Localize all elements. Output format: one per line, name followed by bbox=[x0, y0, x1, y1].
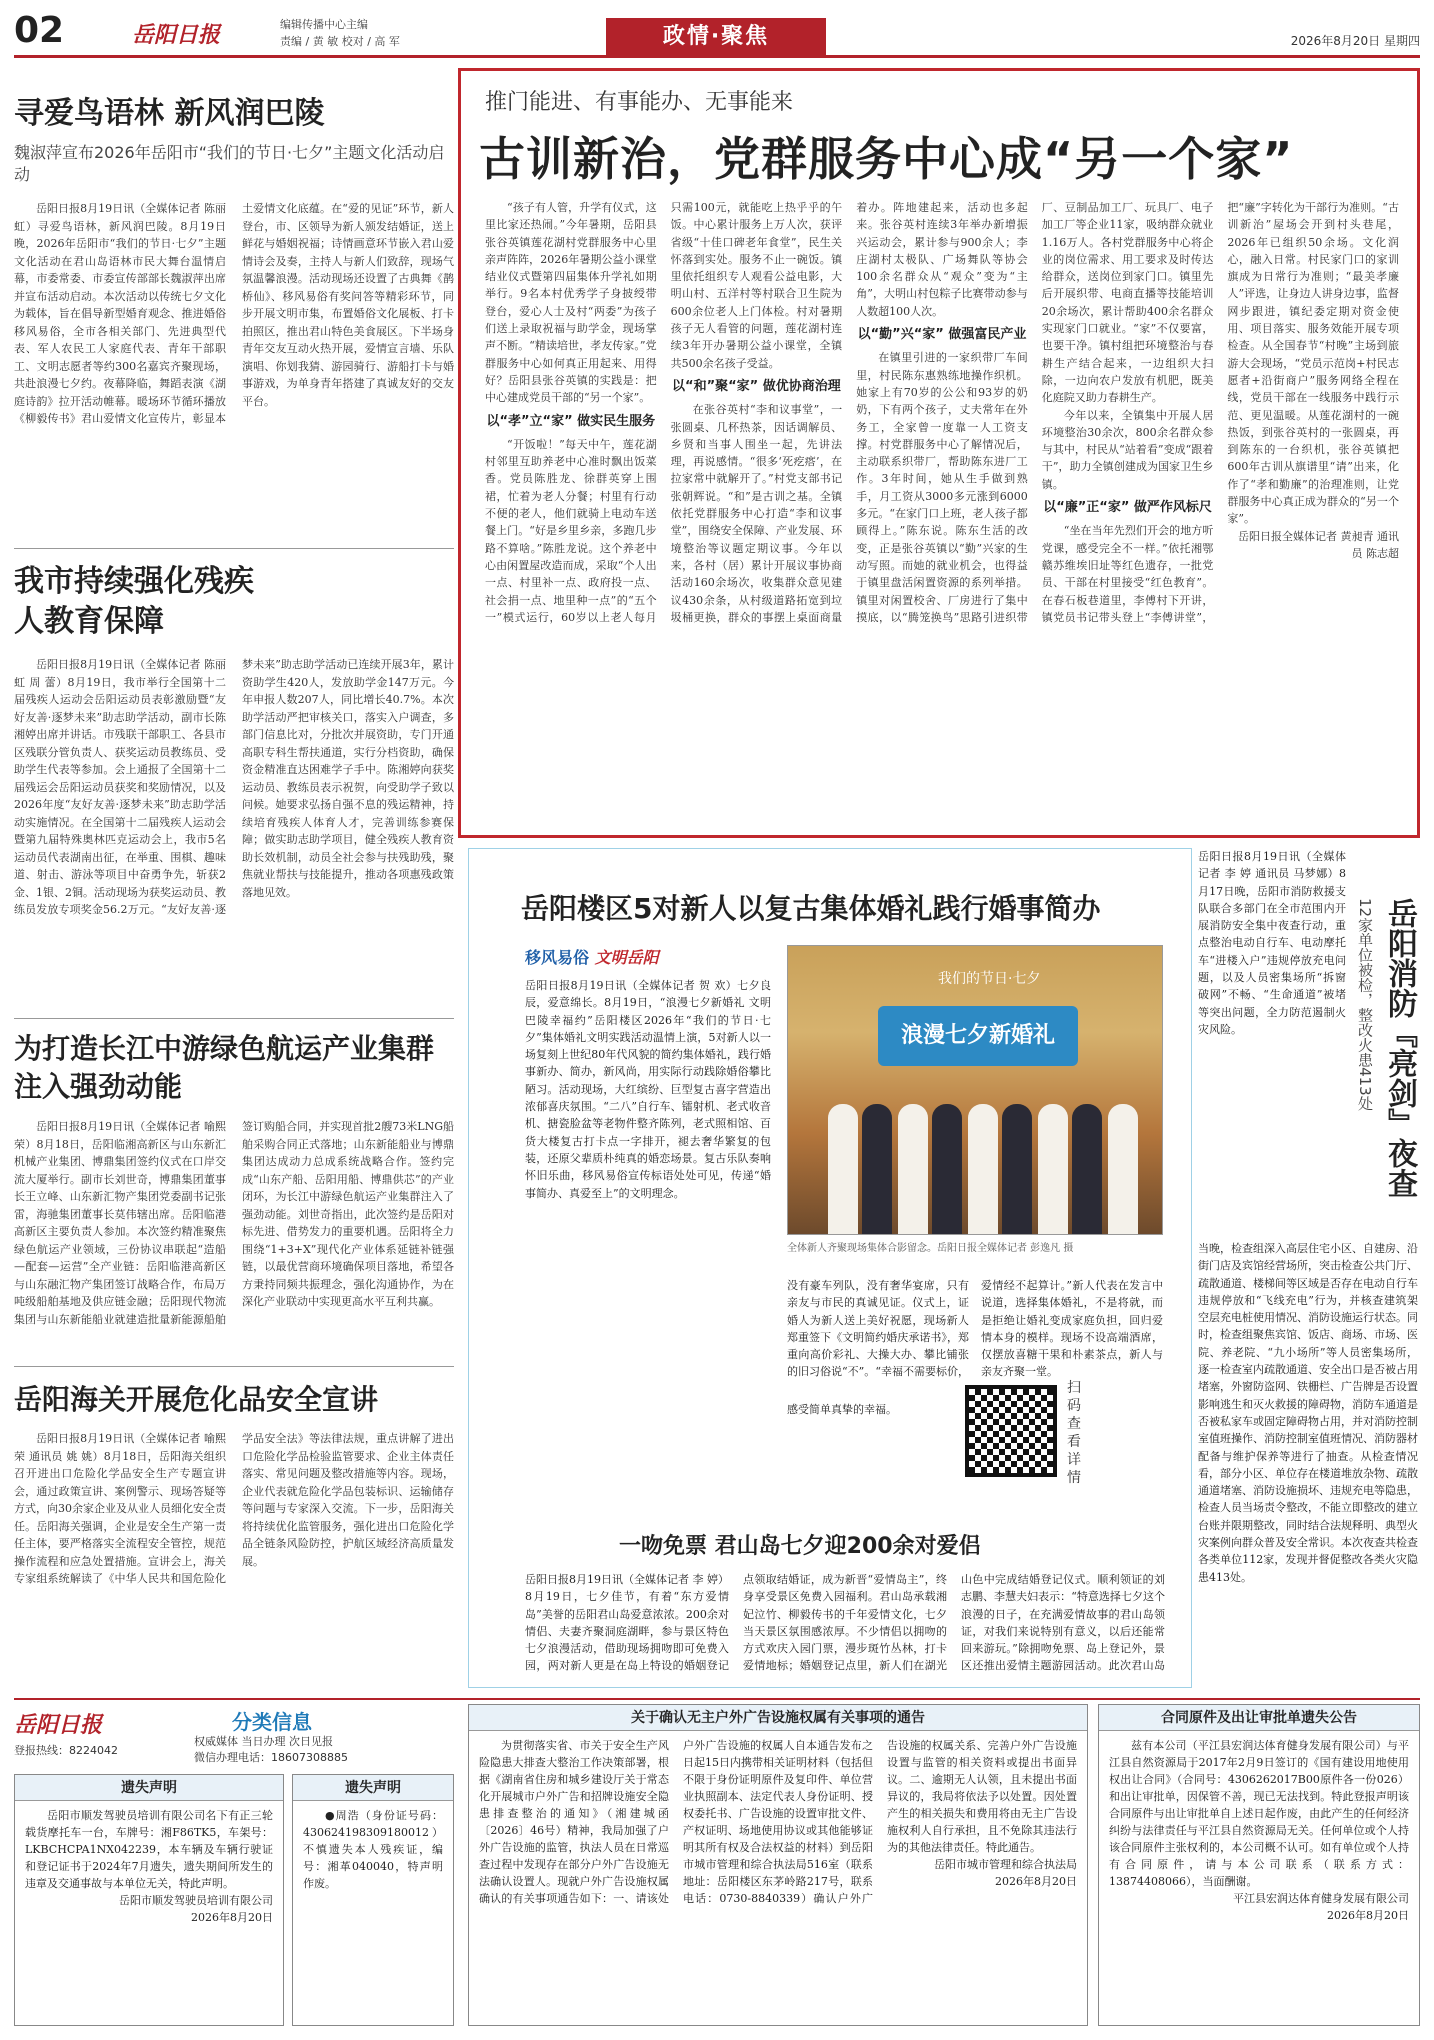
article-title: 我市持续强化残疾人教育保障 bbox=[14, 564, 254, 639]
notice-contract bbox=[1098, 1704, 1420, 2026]
classifieds-band bbox=[14, 1698, 1420, 2030]
article-qixi bbox=[14, 88, 454, 536]
article-customs bbox=[14, 1378, 454, 1686]
ad-info: 权威媒体 当日办理 次日见报 微信办理电话：18607308885 bbox=[194, 1735, 348, 1764]
paper-logo: 岳阳日报 bbox=[14, 1712, 103, 1738]
lead-subheading: 以“勤”兴“家” 做强富民产业 bbox=[857, 327, 1027, 343]
groom-figure bbox=[862, 1104, 892, 1234]
divider bbox=[14, 548, 454, 549]
notice-lost-1 bbox=[14, 1774, 284, 2026]
lead-title: 古训新治，党群服务中心成“另一个家” bbox=[479, 132, 1294, 186]
groom-figure bbox=[1002, 1104, 1032, 1234]
article-body: 岳阳日报8月19日讯（全媒体记者 李 婷 通讯员 马梦娜）8月17日晚，岳阳市消防救援支队联合多部门在全市范围内开展消防安全集中夜查行动，重点整治电动自行车、电动摩托车“进楼入户”违规停放充电问题，以及人员密集场所“拆窗破网”不畅、“生命通道”被堵等突出问题，全力防范遏制火灾风险。 bbox=[1198, 850, 1346, 1036]
notice-ads bbox=[468, 1704, 1088, 2026]
article-title: 岳阳海关开展危化品安全宣讲 bbox=[14, 1383, 379, 1416]
section-label: 政情·聚焦 bbox=[606, 18, 826, 56]
article-body: 岳阳日报8月19日讯（全媒体记者 陈丽虹 周 蕾）8月19日，我市举行全国第十二届残疾人运动会岳阳运动员表彰激励暨“友好友善·逐梦未来”助志助学活动，副市长陈湘婷出席并讲话。市残联干部职工、各县市区残联分管负责人、获奖运动员教练员、受助学生代表等参加。会上通报了全国第十二届残运会岳阳运动员获奖和奖励情况，以及2026年度“友好友善·逐梦未来”助志助学活动实施情况。在全国第十二届残疾人运动会暨第九届特殊奥林匹克运动会上，我市5名运动员代表湖南出征，在举重、围棋、趣味道、射击、游泳等项目中奋勇争先，斩获2金、1银、2铜。活动现场为获奖运动员、教练员发放专项奖金56.2万元。“友好友善·逐梦未来”助志助学活动已连续开展3年，累计资助学生420人，发放助学金147万元。今年申报人数207人，同比增长40.7%。本次助学活动严把审核关口，落实入户调查，多部门信息比对，分批次并展资助，专门开通高职专科生帮扶通道，实行分档资助，确保资金精准直达困难学子手中。陈湘婷向获奖运动员、教练员表示祝贺，向受助学子致以问候。她要求弘扬自强不息的残运精神，持续培育残疾人体育人才，完善训练参赛保障；做实助志助学项目，健全残疾人教育资助长效机制，动员全社会参与扶残助残，聚焦就业帮扶与技能提升，推动各项惠残政策落地见效。 bbox=[14, 658, 454, 916]
groom-figure bbox=[1072, 1104, 1102, 1234]
article-body: 岳阳日报8月19日讯（全媒体记者 陈丽虹）寻爱鸟语林，新风润巴陵。8月19日晚，2026年岳阳市“我们的节日·七夕”主题文化活动在君山岛语林市民大舞台温情启幕，市委常委、市委宣传部部长魏淑萍出席并宣布活动启动。本次活动以传统七夕文化为载体，旨在倡导新型婚育观念、推进婚俗移风易俗，全市各相关部门、先进典型代表、军人农民工人家庭代表、青年干部职工、文明志愿者等约300名嘉宾齐聚现场，共赴浪漫七夕约。夜幕降临，舞蹈表演《湖庭诗韵》拉开活动帷幕。暖场环节循环播放《柳毅传书》君山爱情文化宣传片，彰显本土爱情文化底蕴。在“爱的见证”环节，新人登台，市、区领导为新人颁发结婚证，送上鲜花与婚姻祝福；诗情画意环节嵌入君山爱情诗会及奏，主持人与新人们致辞，现场气氛温馨浪漫。活动现场还设置了古典舞《鹊桥仙》、移风易俗有奖问答等精彩环节，同步开展文明市集，布置婚俗文化展板、打卡拍照区，推出君山特色美食展区。下半场身青年交友互动火热开展，爱情宣言墙、乐队演唱、你划我猜、游园骑行、游船打卡与婚事游戏，为单身青年搭建了真诚友好的交友平台。 bbox=[14, 202, 454, 425]
photo-banner-top: 我们的节日·七夕 bbox=[938, 971, 1041, 987]
article-shipping bbox=[14, 1030, 454, 1374]
feature-body: 感受简单真挚的幸福。 bbox=[787, 1403, 897, 1416]
lead-subheading: 以“和”聚“家” 做优协商治理 bbox=[672, 378, 841, 394]
notice-title: 合同原件及出让审批单遗失公告 bbox=[1099, 1705, 1419, 1731]
bride-figure bbox=[1108, 1104, 1138, 1234]
lead-body: “孩子有人管，升学有仪式，这里比家还热闹。”今年暑期，岳阳县张谷英镇莲花湖村党群服务中心里亲声阵阵，2026年暑期公益小课堂结业仪式暨第四届集体升学礼如期举行。9名本村优秀学子身披绶带登台，爱心人士及村“两委”为孩子们送上录取祝福与助学金，现场掌声不断。“精读培世，孝友传家。”党群服务中心如何真正用起来、用得好？岳阳县张谷英镇的实践是：把中心建成党员干部的“另一个家”。 以“孝”立“家” 做实民生服务 “开饭啦！”每天中午，莲花湖村邻里互助养老中心准时飘出饭菜香。党员陈胜龙、徐群英穿上围裙，忙着为老人分餐；村里有行动不便的老人，他们就骑上电动车送餐上门。“好是乡里乡亲，多跑几步路不算啥。”陈胜龙说。这个养老中心由闲置屋改造而成，采取“个人出一点、村里补一点、政府投一点、社会捐一点、地里种一点”的“五个一”模式运行，60岁以上老人每月只需100元，就能吃上热乎乎的午饭。中心累计服务上万人次，获评省级“十佳口碑老年食堂”，民生关怀落到实处。服务不止一碗饭。镇里依托组织专人观看公益电影，大明山村、五洋村等村联合卫生院为600余位老人上门体检。村对暑期孩子无人看管的问题，莲花湖村连续3年开办暑期公益小课堂，全镇共500余名孩子受益。 以“和”聚“家” 做优协商治理 在张谷英村“李和议事堂”，一张圆桌、几杯热茶，因话调解员、乡贤和当事人围坐一起，先讲法理，再说感情。“很多‘死疙瘩’，在拉家常中就解开了。”村党支部书记张朝辉说。“和”是古训之基。全镇依托党群服务中心打造“李和议事堂”，围绕安全保障、产业发展、环境整治等议题定期议事。今年以来，各村（居）累计开展议事协商活动160余场次，收集群众意见建议430余条，从村级道路拓宽到垃圾桶更换，群众的事摆上桌面商量着办。阵地建起来，活动也多起来。张谷英村连续3年举办新增振兴运动会，累计参与900余人；李庄湖村太极队、广场舞队等协会100余名群众从“观众”变为“主角”，大明山村包粽子比赛带动参与人数超100人次。 以“勤”兴“家” 做强富民产业 在镇里引进的一家织带厂车间里，村民陈东惠熟练地操作织机。她家上有70岁的公公和93岁的奶奶，下有两个孩子，丈夫常年在外务工，全家曾一度靠一人工资支撑。村党群服务中心了解情况后，主动联系织带厂，帮助陈东进厂工作。3年时间，她从生手做到熟手，月工资从3000多元涨到6000多元。“在家门口上班，老人孩子都顾得上。”陈东说。陈东生活的改变，正是张谷英镇以“勤”兴家的生动写照。而她的就业机会，也得益于镇里盘活闲置资源的系列举措。镇里对闲置校舍、厂房进行了集中摸底，以“腾笼换鸟”思路引进织带厂、豆制品加工厂、玩具厂、电子加工厂等企业11家，吸纳群众就业1.16万人。各村党群服务中心将企业的岗位需求、用工要求及时传达给群众，送岗位到家门口。镇里先后开展织带、电商直播等技能培训20余场次，累计帮助400余名群众实现家门口就业。“家”不仅要富，也要干净。镇村组把环境整治与春耕生产结合起来，一边组织大扫除，一边向农户发放有机肥，既美化庭院又助力春耕生产。 今年以来，全镇集中开展人居环境整治30余次，800余名群众参与其中，村民从“站着看”变成“跟着干”，助力全镇创建成为国家卫生乡镇。 以“廉”正“家” 做严作风标尺 “坐在当年先烈们开会的地方听党课，感受完全不一样。”依托湘鄂赣苏维埃旧址等红色遗存，一批党员、干部在村里接受“红色教育”。在春石板巷道里，李傅村下开讲，镇党员书记带头登上“李傅讲堂”，把“廉”字转化为干部行为准则。“古训新治”屋场会开到村头巷尾，2026年已组织50余场。文化润心，融入日常。村民家门口的家训旗成为日常行为准则；“最美孝廉人”评选，让身边人讲身边事，监督网步跟进，镇纪委定期对资金使用、项目落实、服务效能开展专项检查。从全国春节“村晚”主场到旅游大会现场，“党员示范岗+村民志愿者+沿街商户”服务网络全程在线，党员干部在一线服务中践行示范、更见温暖。从莲花湖村的一碗热饭，到张谷英村的一张圆桌，再到陈东的一台织机，张谷英镇把600年古训从旗谱里“请”出来，化作了“孝和勤廉”的治理准则，让党群服务中心真正成为群众的“另一个家”。 岳阳日报全媒体记者 黄昶青 通讯员 陈志超 bbox=[485, 201, 1399, 624]
page-header bbox=[14, 10, 1420, 58]
article-fire bbox=[1198, 848, 1420, 1688]
bride-figure bbox=[898, 1104, 928, 1234]
notice-lost-2 bbox=[292, 1774, 454, 2026]
notice-title: 遗失声明 bbox=[293, 1775, 453, 1801]
notice-body: 兹有本公司（平江县宏润达体育健身发展有限公司）与平江县自然资源局于2017年2月9日签订的《国有建设用地使用权出让合同》（合同号：4306262017B00原件各一份026）和出让审批单，因保管不善，现已无法找到。特此登报声明该合同原件与出让审批单自上述日起作废，由此产生的任何经济纠纷与法律责任与平江县自然资源局无关。任何单位或个人持该合同原件主张权利的，本公司概不认可。如有单位或个人持有合同原件，请与本公司联系（联系方式：13874408066），当面酬谢。 平江县宏润达体育健身发展有限公司 2026年8月20日 bbox=[1109, 1739, 1409, 1922]
photo-caption: 全体新人齐聚现场集体合影留念。岳阳日报全媒体记者 彭逸凡 摄 bbox=[787, 1243, 1074, 1254]
qr-code[interactable] bbox=[965, 1385, 1057, 1477]
groom-figure bbox=[932, 1104, 962, 1234]
ad-hotline: 登报热线：8224042 bbox=[14, 1744, 118, 1757]
feature-body: 没有豪车列队，没有奢华宴席，只有亲友与市民的真诚见证。仪式上，证婚人为新人送上美好祝愿，现场新人郑重签下《文明简约婚庆承诺书》，郑重向高价彩礼、大操大办、攀比铺张的旧习俗说“不”。“幸福不需要标价，爱情经不起算计。”新人代表在发言中说道，选择集体婚礼，不是将就，而是拒绝让婚礼变成家庭负担，回归爱情本身的模样。现场不设高端酒席，仅摆放喜糖干果和朴素茶点，新人与亲友齐聚一堂。 bbox=[787, 1279, 1163, 1379]
feature-title: 岳阳楼区5对新人以复古集体婚礼践行婚事简办 bbox=[521, 892, 1101, 925]
article-body: 当晚，检查组深入高层住宅小区、自建房、沿街门店及宾馆经营场所，突击检查公共门厅、疏散通道、楼梯间等区域是否存在电动自行车违规停放和“飞线充电”行为，并核查建筑架空层充电桩使用情况、消防设施运行状态。同时，检查组聚焦宾馆、饭店、商场、市场、医院、养老院、“九小场所”等人员密集场所，逐一检查室内疏散通道、安全出口是否被占用堵塞，外窗防盗网、铁栅栏、广告牌是否设置影响逃生和灭火救援的障碍物，消防车通道是否被私家车或固定障碍物占用，并对消防控制室值班操作、消防控制室值班情况、消防器材配备与维护保养等进行了抽查。从检查情况看，部分小区、单位存在楼道堆放杂物、疏散通道堵塞、消防设施损坏、违规充电等隐患，检查人员当场责令整改，不能立即整改的建立台账并限期整改，同时结合法规释明、典型火灾案例向群众普及安全常识。本次夜查共检查各类单位112家，发现并督促整改各类火灾隐患413处。 bbox=[1198, 1242, 1418, 1584]
divider bbox=[14, 1366, 454, 1367]
article-subtitle: 魏淑萍宣布2026年岳阳市“我们的节日·七夕”主题文化活动启动 bbox=[14, 143, 445, 184]
notice-body: 为贯彻落实省、市关于安全生产风险隐患大排查大整治工作决策部署，根据《湖南省住房和城乡建设厅关于常态化开展城市户外广告和招牌设施安全隐患排查整治的通知》（湘建城函〔2026〕46号）精神，我局加强了户外广告设施的监管，执法人员在日常巡查过程中发现存在部分户外广告设施无法确认设置人。现就户外广告设施权属确认的有关事项通告如下：一、请该处户外广告设施的权属人自本通告发布之日起15日内携带相关证明材料（包括但不限于身份证明原件及复印件、单位营业执照副本、法定代表人身份证明、授权委托书、广告设施的设置审批文件、产权证明、场地使用协议或其他能够证明其所有权及合法权益的材料）到岳阳市城市管理和综合执法局516室（联系地址：岳阳楼区东茅岭路217号，联系电话：0730-8840339）确认户外广告设施的权属关系、完善户外广告设施设置与监管的相关资料或提出书面异议。二、逾期无人认领，且未提出书面异议的，我局将依法予以处置。因处置产生的相关损失和费用将由无主广告设施权利人自行承担，且不免除其违法行为的其他法律责任。特此通告。 岳阳市城市管理和综合执法局 2026年8月20日 bbox=[479, 1739, 1077, 1905]
lead-kicker: 推门能进、有事能办、无事能来 bbox=[485, 90, 794, 115]
lead-article bbox=[458, 68, 1420, 838]
page-number: 02 bbox=[14, 10, 65, 51]
article-subtitle: 12家单位被检，整改火患413处 bbox=[1356, 898, 1374, 1111]
editor-credits: 编辑传播中心主编 责编 / 黄 敏 校对 / 高 军 bbox=[280, 18, 400, 48]
feature-wedding bbox=[468, 848, 1192, 1688]
article-title: 为打造长江中游绿色航运产业集群注入强劲动能 bbox=[14, 1032, 435, 1103]
qr-label: 扫码查看详情 bbox=[1067, 1380, 1081, 1486]
bride-figure bbox=[968, 1104, 998, 1234]
article-disability bbox=[14, 562, 454, 978]
classifieds-header bbox=[14, 1704, 454, 1768]
article-title: 一吻免票 君山岛七夕迎200余对爱侣 bbox=[619, 1534, 981, 1559]
article-title: 寻爱鸟语林 新风润巴陵 bbox=[14, 96, 325, 131]
article-body: 岳阳日报8月19日讯（全媒体记者 李 婷）8月19日，七夕佳节，有着“东方爱情岛”美誉的岳阳君山岛爱意浓浓。200余对情侣、夫妻齐聚洞庭湖畔，参与景区特色七夕浪漫活动，借助现场拥吻即可免费入园，两对新人更是在岛上特设的婚姻登记点领取结婚证，成为新晋“爱情岛主”，终身享受景区免费入园福利。君山岛承载湘妃泣竹、柳毅传书的千年爱情文化，七夕当天景区氛围感浓厚。不少情侣以拥吻的方式欢庆入园门票，漫步斑竹丛林，打卡爱情地标；婚姻登记点里，新人们在湖光山色中完成结婚登记仪式。顺利领证的刘志鹏、李慧夫妇表示：“特意选择七夕这个浪漫的日子，在充满爱情故事的君山岛领证，对我们来说特别有意义，以后还能常回来游玩。”除拥吻免票、岛上登记外，景区还推出爱情主题游园活动。此次君山岛 bbox=[525, 1573, 1165, 1673]
bride-figure bbox=[828, 1104, 858, 1234]
notice-body: 岳阳市顺发驾驶员培训有限公司名下有正三轮载货摩托车一台，车牌号：湘F86TK5，车架号：LKBCHCPA1NX042239，本车辆及车辆行驶证和登记证书于2024年7月遗失，遗失期间所发生的违章及交通事故与本单位无关，特此声明。 岳阳市顺发驾驶员培训有限公司 2026年8月20日 bbox=[25, 1809, 273, 1924]
notice-body: ●周浩（身份证号码：430624198309180012）不慎遗失本人残疾证，编号：湘革040040，特声明作废。 bbox=[303, 1809, 443, 1890]
paper-logo: 岳阳日报 bbox=[132, 22, 221, 48]
article-title: 岳阳消防『亮剑』夜查 bbox=[1382, 898, 1417, 1198]
notice-title: 遗失声明 bbox=[15, 1775, 283, 1801]
bride-figure bbox=[1038, 1104, 1068, 1234]
wedding-photo bbox=[787, 945, 1163, 1235]
campaign-brand: 移风易俗 文明岳阳 bbox=[525, 948, 659, 967]
article-body: 岳阳日报8月19日讯（全媒体记者 喻熙荣）8月18日，岳阳临湘高新区与山东新汇机械产业集团、博鼎集团签约仪式在口岸交流大厦举行。副市长刘世奇，博鼎集团董事长王立峰、山东新汇物产集团党委副书记张雷，海驰集团董事长莫伟辖出席。岳阳临港高新区主要负责人参加。本次签约精准聚焦绿色航运产业领域，三份协议串联起“造船—配套—运营”全产业链：岳阳临港高新区与山东融汇物产集团签订战略合作，布局万吨级船舶基地及供应链金融；岳阳现代物流集团与山东新能船业就建造批量新能源船舶签订购船合同，并实现首批2艘73米LNG船舶采购合同正式落地；山东新能船业与博鼎集团达成动力总成系统战略合作。签约完成“山东产船、岳阳用船、博鼎供芯”的产业闭环，为长江中游绿色航运产业集群注入了强劲动能。刘世奇指出，此次签约是岳阳对标先进、借势发力的重要机遇。岳阳将全力围绕“1+3+X”现代化产业体系延链补链强链，以最优营商环境确保项目落地，希望各方秉持同频共振理念，强化沟通协作，为在深化产业联动中实现更高水平互利共赢。 bbox=[14, 1120, 454, 1326]
divider bbox=[14, 1018, 454, 1019]
lead-subheading: 以“孝”立“家” 做实民生服务 bbox=[486, 413, 656, 429]
article-body: 岳阳日报8月19日讯（全媒体记者 喻熙荣 通讯员 姚 姚）8月18日，岳阳海关组织召开进出口危险化学品安全生产专题宣讲会，通过政策宣讲、案例警示、现场答疑等方式，向30余家企业及从业人员细化安全责任。岳阳海关强调，企业是安全生产第一责任主体，要严格落实全流程安全管控，规范操作流程和应急处置措施。宣讲会上，海关专家组系统解读了《中华人民共和国危险化学品安全法》等法律法规，重点讲解了进出口危险化学品检验监管要求、企业主体责任落实、常见问题及整改措施等内容。现场，企业代表就危险化学品包装标识、运输储存等问题与专家深入交流。下一步，岳阳海关将持续优化监管服务，强化进出口危险化学品全链条风险防控，护航区域经济高质量发展。 bbox=[14, 1432, 454, 1585]
byline: 岳阳日报全媒体记者 黄昶青 通讯员 陈志超 bbox=[1237, 529, 1399, 560]
feature-body: 岳阳日报8月19日讯（全媒体记者 贺 欢）七夕良辰，爱意绵长。8月19日，“浪漫七夕新婚礼 文明巴陵幸福约”岳阳楼区2026年“我们的节日·七夕”集体婚礼文明实践活动温情上演，5对新人以一场复刻上世纪80年代风貌的简约集体婚礼，践行婚事新办、简办，新风尚，用实际行动践除婚俗攀比陋习。活动现场，大红缤纷、巨型复古喜字营造出浓郁喜庆氛围。“二八”自行车、镭射机、老式收音机、搪瓷脸盆等老物件整齐陈列，老式照相馆、百货大楼复古打卡点一字排开，褪去奢华繁复的包装，还原父辈质朴纯真的婚恋场景。复古乐队奏响怀旧乐曲，移风易俗宣传标语处处可见，传递“婚事简办、真爱至上”的文明理念。 bbox=[525, 979, 771, 1200]
notice-title: 关于确认无主户外广告设施权属有关事项的通告 bbox=[469, 1705, 1087, 1731]
ad-category: 分类信息 bbox=[232, 1710, 312, 1734]
lead-subheading: 以“廉”正“家” 做严作风标尺 bbox=[1043, 500, 1212, 516]
issue-date: 2026年8月20日 星期四 bbox=[1290, 34, 1420, 48]
photo-banner: 浪漫七夕新婚礼 bbox=[878, 1006, 1078, 1066]
